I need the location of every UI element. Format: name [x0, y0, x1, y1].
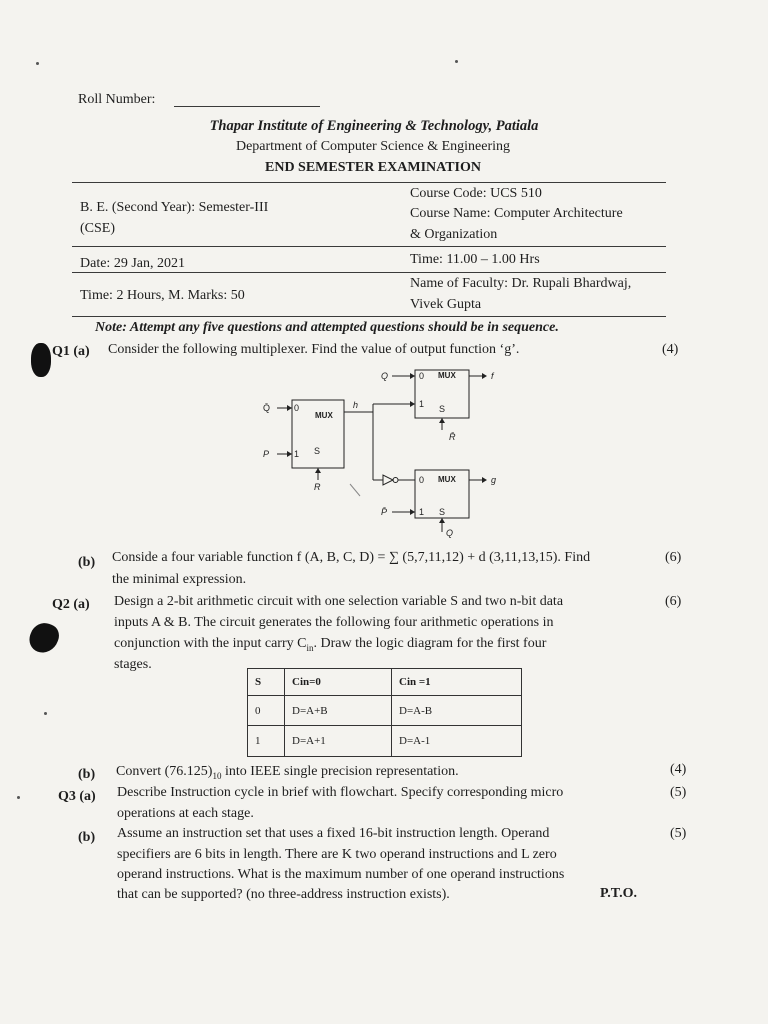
table-cell: 0 [248, 696, 285, 726]
mux2-title: MUX [438, 371, 456, 380]
q3b-text-line3: operand instructions. What is the maximum number of one operand instructions [117, 867, 565, 882]
q1b-text-line2: the minimal expression. [112, 572, 247, 587]
table-cell: D=A+1 [285, 726, 392, 757]
mux1-input0-label: Q̄ [263, 403, 271, 413]
info-rule-3 [72, 272, 666, 273]
table-row [248, 696, 522, 726]
mux1-select-label: R [314, 482, 321, 492]
q3a-text-line2: operations at each stage. [117, 806, 254, 821]
mux1-output-label: h [353, 400, 359, 410]
mux3-pin-s: S [439, 507, 446, 517]
q3b-text-line4: that can be supported? (no three-address instruction exists). [117, 887, 450, 902]
mux3-pin1: 1 [419, 507, 425, 517]
punch-hole-mark [31, 343, 51, 377]
pto-label: P.T.O. [600, 886, 637, 901]
q3b-marks: (5) [670, 826, 687, 841]
table-cell: D=A-1 [392, 726, 522, 757]
course-name-line1: Course Name: Computer Architecture [410, 206, 623, 221]
q3b-label: (b) [78, 830, 96, 845]
q2a-text-line2: inputs A & B. The circuit generates the following four arithmetic operations in [114, 615, 554, 630]
course-code: Course Code: UCS 510 [410, 186, 542, 201]
exam-time-slot: Time: 11.00 – 1.00 Hrs [410, 252, 540, 267]
mux-circuit-diagram [255, 362, 525, 542]
department-name: Department of Computer Science & Engineering [235, 139, 511, 154]
roll-number-blank [174, 106, 320, 107]
table-cell: D=A-B [392, 696, 522, 726]
mux2-select-label: R̄ [449, 432, 456, 442]
table-cell: 1 [248, 726, 285, 757]
mux1-title: MUX [315, 411, 333, 420]
scan-speck [17, 796, 20, 799]
scan-speck [455, 60, 458, 63]
table-header-cell: Cin =1 [392, 669, 522, 696]
info-rule-2 [72, 246, 666, 247]
mux1-pin0: 0 [294, 403, 300, 413]
q1b-label: (b) [78, 555, 96, 570]
exam-note: Note: Attempt any five questions and attempted questions should be in sequence. [95, 320, 559, 335]
q1a-text: Consider the following multiplexer. Find the value of output function ‘g’. [108, 342, 520, 357]
exam-date: Date: 29 Jan, 2021 [80, 256, 185, 271]
table-cell: D=A+B [285, 696, 392, 726]
q2-label: Q2 (a) [52, 597, 90, 612]
faculty-line1: Name of Faculty: Dr. Rupali Bhardwaj, [410, 276, 632, 291]
info-rule-bottom [72, 316, 666, 317]
exam-title: END SEMESTER EXAMINATION [265, 160, 481, 175]
table-header-cell: Cin=0 [285, 669, 392, 696]
exam-duration-marks: Time: 2 Hours, M. Marks: 50 [80, 288, 245, 303]
punch-hole-mark [26, 619, 63, 657]
scan-speck [36, 62, 39, 65]
q2a-text-line4: stages. [114, 657, 152, 672]
mux3-title: MUX [438, 475, 456, 484]
mux3-output-label: g [491, 475, 497, 485]
mux3-pin0: 0 [419, 475, 425, 485]
mux1-pin1: 1 [294, 449, 300, 459]
q1-label: Q1 (a) [52, 344, 90, 359]
mux3-input1-label: P̄ [381, 507, 388, 517]
q2a-text-line3: conjunction with the input carry $C_{in}$. Draw the logic diagram for the first four [114, 636, 547, 653]
mux2-pin0: 0 [419, 371, 425, 381]
table-header-row [248, 669, 522, 696]
q2b-text: Convert $(76.125)_{10}$ into IEEE single precision representation. [116, 764, 459, 781]
branch-text: (CSE) [80, 221, 115, 236]
institute-name: Thapar Institute of Engineering & Technology, Patiala [209, 118, 539, 134]
mux1-pin-s: S [314, 446, 321, 456]
q3b-text-line2: specifiers are 6 bits in length. There are K two operand instructions and L zero [117, 847, 557, 862]
q2a-marks: (6) [665, 594, 682, 609]
q3a-text-line1: Describe Instruction cycle in brief with flowchart. Specify corresponding micro [117, 785, 564, 800]
q2b-marks: (4) [670, 762, 687, 777]
mux2-pin-s: S [439, 404, 446, 414]
q3-label: Q3 (a) [58, 789, 96, 804]
q1a-marks: (4) [662, 342, 679, 357]
q1b-text-line1: Conside a four variable function f (A, B, C, D) = ∑ (5,7,11,12) + d (3,11,13,15). Find [112, 550, 591, 565]
scan-speck [44, 712, 47, 715]
q1b-marks: (6) [665, 550, 682, 565]
mux2-pin1: 1 [419, 399, 425, 409]
arithmetic-operations-table [247, 668, 522, 757]
q2b-label: (b) [78, 767, 96, 782]
table-header-cell: S [248, 669, 285, 696]
mux3-select-label: Q [446, 528, 454, 538]
roll-number-label: Roll Number: [78, 92, 156, 107]
program-text: B. E. (Second Year): Semester-III [80, 200, 269, 215]
faculty-line2: Vivek Gupta [410, 297, 482, 312]
table-row [248, 726, 522, 757]
info-rule-top [72, 182, 666, 183]
mux2-output-label: f [491, 371, 494, 381]
q3b-text-line1: Assume an instruction set that uses a fixed 16-bit instruction length. Operand [117, 826, 550, 841]
course-name-line2: & Organization [410, 227, 498, 242]
mux2-input0-label: Q [381, 371, 389, 381]
mux1-input1-label: P [263, 449, 270, 459]
q2a-text-line1: Design a 2-bit arithmetic circuit with one selection variable S and two n-bit data [114, 594, 564, 609]
q3a-marks: (5) [670, 785, 687, 800]
